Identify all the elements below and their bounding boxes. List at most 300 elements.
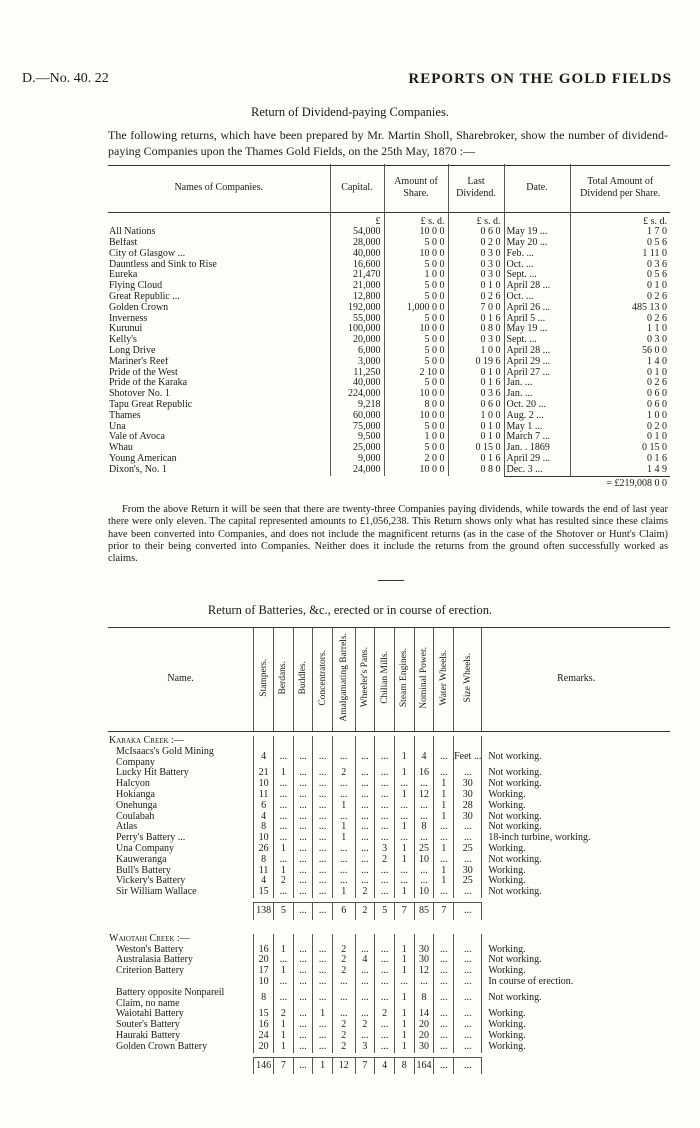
subtotal-cell: 138 <box>254 902 274 919</box>
empty-cell <box>482 736 670 747</box>
subtotal-cell: 7 <box>434 902 454 919</box>
table-row <box>108 844 670 855</box>
table-row <box>108 292 670 303</box>
battery-cell: 1 <box>394 747 414 769</box>
dividend-cell: 5 0 0 <box>384 378 448 389</box>
battery-col-header <box>454 628 482 732</box>
dividend-cell: 485 13 0 <box>570 303 670 314</box>
dividend-cell: April 5 ... <box>504 314 570 325</box>
empty-cell <box>414 934 434 945</box>
battery-cell: 1 <box>394 822 414 833</box>
battery-cell: ... <box>434 768 454 779</box>
battery-col-label: Chilian Mills. <box>379 651 390 704</box>
dividend-cell: April 27 ... <box>504 368 570 379</box>
unit-cell: £ s. d. <box>570 212 670 227</box>
battery-cell: 2 <box>333 966 356 977</box>
dividend-cell: 1 0 0 <box>570 411 670 422</box>
dividend-cell: 1 0 0 <box>448 411 504 422</box>
battery-cell: ... <box>313 855 333 866</box>
dividend-cell: 5 0 0 <box>384 292 448 303</box>
empty-cell <box>333 736 356 747</box>
battery-cell: ... <box>293 955 313 966</box>
battery-cell: ... <box>355 768 375 779</box>
battery-cell: ... <box>274 977 294 988</box>
company-name: Young American <box>109 454 177 465</box>
dividend-table <box>108 164 670 489</box>
battery-cell: 1 <box>394 844 414 855</box>
battery-col-header <box>293 628 313 732</box>
company-name: Belfast <box>109 238 138 249</box>
dividend-cell: Oct. 20 ... <box>504 400 570 411</box>
battery-cell: ... <box>293 1009 313 1020</box>
battery-table <box>108 627 670 1074</box>
unit-cell: £ <box>330 212 384 227</box>
empty-cell <box>414 736 434 747</box>
battery-cell: ... <box>414 812 434 823</box>
dividend-cell: 12,800 <box>330 292 384 303</box>
empty-cell <box>313 934 333 945</box>
battery-col-label: Stampers. <box>258 658 269 697</box>
battery-cell: 30 <box>414 945 434 956</box>
battery-cell: ... <box>333 977 356 988</box>
dividend-cell: 0 1 0 <box>448 368 504 379</box>
battery-cell: ... <box>274 812 294 823</box>
dividend-cell: 0 1 0 <box>448 422 504 433</box>
battery-cell: ... <box>375 779 395 790</box>
table-row <box>108 988 670 1010</box>
subtotal-cell <box>482 1057 670 1074</box>
battery-cell: 20 <box>254 1042 274 1053</box>
battery-cell: ... <box>313 812 333 823</box>
battery-col-label: Steam Engines. <box>399 648 410 708</box>
table-row <box>108 465 670 476</box>
battery-cell: ... <box>333 866 356 877</box>
battery-col-label: Size Wheels. <box>462 652 473 703</box>
battery-cell: 1 <box>434 779 454 790</box>
dividend-cell: Jan. . 1869 <box>504 443 570 454</box>
company-name: Shotover No. 1 <box>109 389 170 400</box>
battery-cell: ... <box>293 801 313 812</box>
dividend-total: = £219,008 0 0 <box>504 476 670 489</box>
battery-cell: ... <box>333 876 356 887</box>
group-title: Karaka Creek :— <box>109 735 184 746</box>
battery-remarks: Not working. <box>482 747 670 769</box>
battery-cell: ... <box>375 955 395 966</box>
dividend-cell: 0 3 6 <box>570 260 670 271</box>
battery-cell: 16 <box>414 768 434 779</box>
battery-name: Hokianga <box>116 788 155 800</box>
dividend-cell: 5 0 0 <box>384 443 448 454</box>
dividend-cell: May 20 ... <box>504 238 570 249</box>
company-name: Mariner's Reef <box>109 356 169 367</box>
battery-cell: 4 <box>254 812 274 823</box>
battery-cell: 1 <box>274 1042 294 1053</box>
battery-cell: 4 <box>254 747 274 769</box>
subtotal-cell: ... <box>454 902 482 919</box>
battery-cell: ... <box>355 747 375 769</box>
dividend-cell: 55,000 <box>330 314 384 325</box>
subtotal-cell: ... <box>313 902 333 919</box>
dividend-cell: 1 0 0 <box>384 432 448 443</box>
battery-cell: 8 <box>414 822 434 833</box>
table-row <box>108 1020 670 1031</box>
dividend-cell: April 28 ... <box>504 346 570 357</box>
battery-col-header <box>414 628 434 732</box>
battery-cell: 20 <box>414 1020 434 1031</box>
battery-cell: ... <box>333 747 356 769</box>
table-row <box>108 812 670 823</box>
battery-name: Lucky Hit Battery <box>116 767 189 779</box>
battery-col-label: Concentrators. <box>317 649 328 706</box>
empty-cell <box>482 934 670 945</box>
battery-cell: 8 <box>254 822 274 833</box>
dividend-cell: 0 15 0 <box>570 443 670 454</box>
total-spacer <box>108 476 504 489</box>
battery-name: McIsaacs's Gold Mining Company <box>116 745 214 768</box>
battery-cell: ... <box>414 833 434 844</box>
battery-cell: ... <box>293 1031 313 1042</box>
battery-remarks: Working. <box>482 945 670 956</box>
company-name: Dixon's, No. 1 <box>109 464 167 476</box>
dividend-cell: 20,000 <box>330 335 384 346</box>
company-name: Kelly's <box>109 335 137 346</box>
battery-cell: ... <box>375 812 395 823</box>
dividend-col-header: Date. <box>504 164 570 212</box>
subtotal-label <box>108 902 254 919</box>
table-row <box>108 790 670 801</box>
battery-cell: 1 <box>394 955 414 966</box>
table-row <box>108 324 670 335</box>
battery-cell: ... <box>454 887 482 898</box>
subtotal-cell: 7 <box>394 902 414 919</box>
table-row <box>108 357 670 368</box>
battery-cell: 12 <box>414 790 434 801</box>
battery-name: Criterion Battery <box>116 965 185 977</box>
dividend-cell: 0 15 0 <box>448 443 504 454</box>
battery-cell: ... <box>274 833 294 844</box>
company-name: Vale of Avoca <box>109 432 165 443</box>
battery-cell: ... <box>313 1031 333 1042</box>
dividend-cell: 25,000 <box>330 443 384 454</box>
battery-cell: ... <box>355 855 375 866</box>
battery-cell: ... <box>375 1020 395 1031</box>
battery-cell: ... <box>434 988 454 1010</box>
battery-cell: ... <box>434 887 454 898</box>
dividend-cell: Feb. ... <box>504 249 570 260</box>
battery-cell: ... <box>434 855 454 866</box>
dividend-cell: 56 0 0 <box>570 346 670 357</box>
battery-cell: ... <box>313 768 333 779</box>
battery-cell: 30 <box>454 790 482 801</box>
dividend-cell: 0 3 0 <box>448 260 504 271</box>
dividend-cell: 1,000 0 0 <box>384 303 448 314</box>
battery-cell: ... <box>414 977 434 988</box>
battery-col-label: Buddles. <box>298 660 308 695</box>
dividend-cell: 6,000 <box>330 346 384 357</box>
table-row <box>108 955 670 966</box>
battery-cell: 1 <box>394 790 414 801</box>
battery-cell: ... <box>375 966 395 977</box>
battery-cell: ... <box>375 988 395 1010</box>
dividend-cell: 0 1 0 <box>570 432 670 443</box>
battery-cell: 2 <box>333 768 356 779</box>
running-header: REPORTS ON THE GOLD FIELDS <box>408 71 672 87</box>
dividend-cell: 0 2 0 <box>448 238 504 249</box>
total-row <box>108 476 670 489</box>
battery-name: Coulabah <box>116 810 155 822</box>
table-row <box>108 432 670 443</box>
table-row <box>108 747 670 769</box>
battery-cell: ... <box>434 977 454 988</box>
battery-cell: ... <box>274 747 294 769</box>
table-row <box>108 281 670 292</box>
battery-cell: 10 <box>414 855 434 866</box>
dividend-cell: 0 1 0 <box>448 432 504 443</box>
battery-cell: ... <box>394 779 414 790</box>
battery-col-header <box>394 628 414 732</box>
battery-cell: 1 <box>394 1031 414 1042</box>
dividend-cell: 0 6 0 <box>570 400 670 411</box>
battery-cell: 16 <box>254 1020 274 1031</box>
table-row <box>108 454 670 465</box>
battery-cell: ... <box>355 945 375 956</box>
battery-cell: ... <box>434 747 454 769</box>
battery-cell: ... <box>293 768 313 779</box>
battery-cell: 25 <box>454 876 482 887</box>
empty-cell <box>394 934 414 945</box>
battery-cell: 2 <box>333 1020 356 1031</box>
battery-cell: ... <box>293 855 313 866</box>
table-row <box>108 866 670 877</box>
battery-cell: ... <box>333 812 356 823</box>
dividend-cell: April 28 ... <box>504 281 570 292</box>
subtotal-cell: ... <box>293 902 313 919</box>
battery-cell: ... <box>454 955 482 966</box>
battery-name: Perry's Battery ... <box>116 832 186 844</box>
battery-cell: ... <box>293 1020 313 1031</box>
dividend-cell: 5 0 0 <box>384 314 448 325</box>
dividend-cell: 40,000 <box>330 378 384 389</box>
battery-cell: ... <box>313 887 333 898</box>
battery-cell: ... <box>375 747 395 769</box>
battery-cell: ... <box>333 855 356 866</box>
battery-cell: 15 <box>254 887 274 898</box>
company-name: Tapu Great Republic <box>109 400 193 411</box>
battery-cell: 2 <box>333 1042 356 1053</box>
subtotal-label <box>108 1057 254 1074</box>
battery-cell: ... <box>274 801 294 812</box>
battery-cell: 10 <box>254 977 274 988</box>
company-name: Kurunui <box>109 324 143 335</box>
dividend-cell: Aug. 2 ... <box>504 411 570 422</box>
battery-cell: ... <box>293 977 313 988</box>
battery-remarks: Not working. <box>482 822 670 833</box>
battery-cell: 11 <box>254 866 274 877</box>
battery-cell: ... <box>454 1020 482 1031</box>
subtotal-cell: 5 <box>375 902 395 919</box>
table-row <box>108 303 670 314</box>
battery-cell: ... <box>293 1042 313 1053</box>
battery-name: Atlas <box>116 821 138 833</box>
battery-cell: ... <box>313 822 333 833</box>
company-name: Flying Cloud <box>109 281 163 292</box>
dividend-cell: 224,000 <box>330 389 384 400</box>
dividend-cell: 1 7 0 <box>570 227 670 238</box>
empty-cell <box>454 736 482 747</box>
company-name: Eureka <box>109 270 138 281</box>
unit-cell <box>108 212 330 227</box>
dividend-cell: 10 0 0 <box>384 324 448 335</box>
battery-cell: ... <box>375 790 395 801</box>
subtotal-cell: 7 <box>274 1057 294 1074</box>
battery-cell: ... <box>274 779 294 790</box>
battery-remarks: Working. <box>482 844 670 855</box>
battery-cell: ... <box>434 1020 454 1031</box>
subtotal-cell: 7 <box>355 1057 375 1074</box>
dividend-cell: 10 0 0 <box>384 227 448 238</box>
battery-cell: ... <box>313 790 333 801</box>
battery-table-header <box>108 628 670 732</box>
dividend-cell: 8 0 0 <box>384 400 448 411</box>
dividend-cell: May 1 ... <box>504 422 570 433</box>
battery-cell: ... <box>454 977 482 988</box>
battery-remarks: Working. <box>482 1020 670 1031</box>
table-row <box>108 270 670 281</box>
dividend-cell: Oct. ... <box>504 292 570 303</box>
battery-cell: ... <box>274 855 294 866</box>
company-name: Golden Crown <box>109 302 169 313</box>
table-row <box>108 833 670 844</box>
table-row <box>108 227 670 238</box>
battery-name: Waiotahi Battery <box>116 1008 184 1020</box>
battery-cell: ... <box>313 1020 333 1031</box>
company-name: Great Republic ... <box>109 292 180 303</box>
dividend-cell: 40,000 <box>330 249 384 260</box>
battery-col-header <box>434 628 454 732</box>
battery-cell: ... <box>355 822 375 833</box>
intro-paragraph: The following returns, which have been prepared by Mr. Martin Sholl, Sharebroker, show the number of dividend-paying Companies upon the Thames Gold Fields, on the 25th May, 1870 :— <box>108 128 668 158</box>
battery-cell: ... <box>355 812 375 823</box>
battery-cell: ... <box>394 977 414 988</box>
table-row <box>108 400 670 411</box>
battery-cell: 3 <box>355 1042 375 1053</box>
table-row <box>108 779 670 790</box>
battery-cell: ... <box>293 966 313 977</box>
battery-cell: 1 <box>434 801 454 812</box>
dividend-cell: 10 0 0 <box>384 411 448 422</box>
battery-cell: ... <box>313 844 333 855</box>
empty-cell <box>254 736 274 747</box>
battery-cell: 30 <box>454 812 482 823</box>
dividend-cell: 7 0 0 <box>448 303 504 314</box>
subtotal-cell: 1 <box>313 1057 333 1074</box>
battery-cell: ... <box>293 866 313 877</box>
battery-remarks: Not working. <box>482 955 670 966</box>
dividend-cell: 0 8 0 <box>448 465 504 476</box>
spacer-row <box>108 920 670 934</box>
table-row <box>108 260 670 271</box>
battery-cell: ... <box>274 887 294 898</box>
dividend-cell: 11,250 <box>330 368 384 379</box>
dividend-table-header <box>108 164 670 212</box>
battery-cell: ... <box>355 1031 375 1042</box>
company-name: Una <box>109 421 126 432</box>
battery-cell: ... <box>274 822 294 833</box>
battery-cell: 8 <box>414 988 434 1010</box>
battery-cell: 1 <box>394 855 414 866</box>
empty-cell <box>333 934 356 945</box>
battery-cell: 1 <box>434 812 454 823</box>
battery-cell: ... <box>313 1042 333 1053</box>
empty-cell <box>313 736 333 747</box>
battery-cell: 1 <box>434 876 454 887</box>
battery-cell: ... <box>434 1031 454 1042</box>
table-row <box>108 887 670 898</box>
dividend-cell: Sept. ... <box>504 270 570 281</box>
subtotal-cell: 164 <box>414 1057 434 1074</box>
empty-cell <box>274 934 294 945</box>
battery-cell: 2 <box>333 945 356 956</box>
section-title-batteries: Return of Batteries, &c., erected or in course of erection. <box>207 603 493 617</box>
dividend-cell: 16,600 <box>330 260 384 271</box>
battery-cell: ... <box>333 790 356 801</box>
battery-col-label: Water Wheels. <box>438 649 449 706</box>
battery-cell: ... <box>454 822 482 833</box>
battery-col-label: Berdans. <box>278 660 289 695</box>
battery-cell: ... <box>434 1009 454 1020</box>
dividend-cell: 9,000 <box>330 454 384 465</box>
group-title: Waiotahi Creek :— <box>109 932 190 944</box>
company-name: Long Drive <box>109 346 156 357</box>
battery-cell: ... <box>313 955 333 966</box>
table-row <box>108 443 670 454</box>
battery-name: Golden Crown Battery <box>116 1040 208 1052</box>
battery-cell: 10 <box>414 887 434 898</box>
dividend-cell: 1 1 0 <box>570 324 670 335</box>
empty-cell <box>375 736 395 747</box>
company-name: Whau <box>109 443 133 454</box>
dividend-cell: 0 3 6 <box>448 389 504 400</box>
battery-cell: 1 <box>394 988 414 1010</box>
battery-remarks: Working. <box>482 866 670 877</box>
battery-name: Hauraki Battery <box>116 1029 181 1041</box>
battery-cell: ... <box>333 844 356 855</box>
battery-cell: ... <box>313 966 333 977</box>
battery-cell: ... <box>414 866 434 877</box>
subtotal-cell: 85 <box>414 902 434 919</box>
battery-col-header <box>375 628 395 732</box>
battery-cell: 1 <box>394 887 414 898</box>
battery-cell: 2 <box>274 876 294 887</box>
battery-cell: ... <box>333 779 356 790</box>
battery-cell: ... <box>293 833 313 844</box>
battery-name: Australasia Battery <box>116 954 193 966</box>
battery-cell: ... <box>355 966 375 977</box>
battery-name: Halcyon <box>116 778 150 790</box>
battery-cell: 10 <box>254 779 274 790</box>
dividend-cell: 0 2 6 <box>448 292 504 303</box>
dividend-cell: 0 1 6 <box>448 378 504 389</box>
battery-cell: ... <box>414 779 434 790</box>
battery-cell: ... <box>313 779 333 790</box>
battery-cell: 1 <box>434 844 454 855</box>
dividend-cell: 0 3 0 <box>570 335 670 346</box>
dividend-cell: 0 6 0 <box>570 389 670 400</box>
battery-cell: ... <box>375 1042 395 1053</box>
empty-cell <box>434 934 454 945</box>
battery-cell: ... <box>394 876 414 887</box>
dividend-cell: 3,000 <box>330 357 384 368</box>
